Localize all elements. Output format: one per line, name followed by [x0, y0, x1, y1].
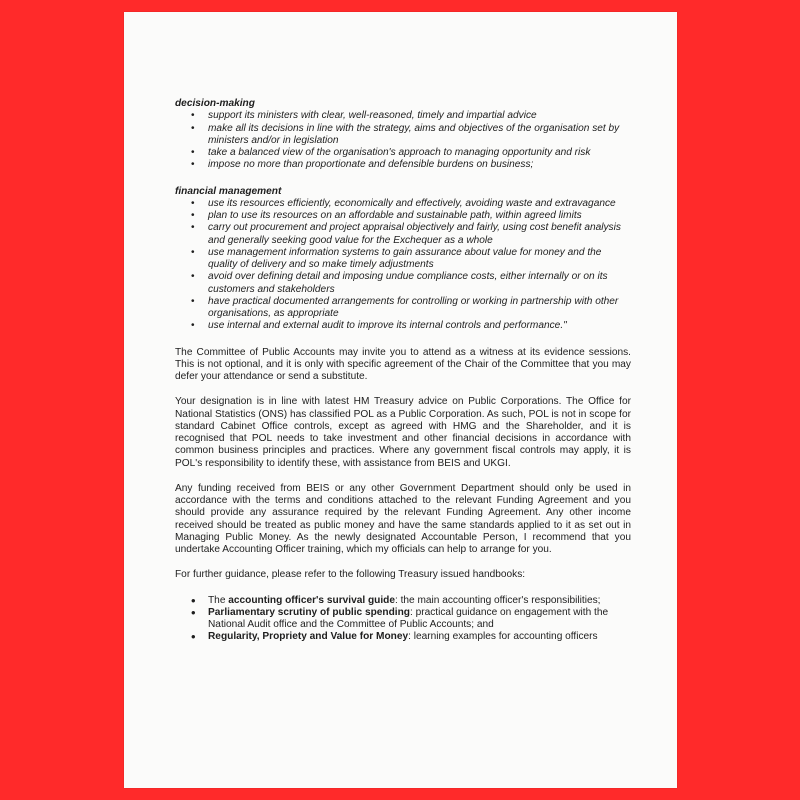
list-item: • use internal and external audit to improve its internal controls and performance."	[191, 320, 567, 332]
list-item: • avoid over defining detail and imposing undue compliance costs, either internally or on its customers and stakeholders	[191, 271, 608, 295]
list-item: • take a balanced view of the organisation's approach to managing opportunity and risk	[191, 147, 591, 158]
paragraph-committee: The Committee of Public Accounts may invite you to attend as a witness at its evidence sessions. This is not optional, and it is only with specific agreement of the Chair of the Committee that you may defer your attendance or send a substitute.	[175, 346, 631, 382]
list-item: • impose no more than proportionate and defensible burdens on business;	[191, 159, 534, 171]
financial-management-heading: financial management	[175, 185, 282, 197]
financial-management-list	[175, 198, 631, 333]
handbook-title: accounting officer's survival guide	[228, 594, 395, 606]
list-item: • have practical documented arrangements for controlling or working in partnership with other organisations, as appropriate	[191, 295, 619, 319]
decision-making-list	[175, 110, 631, 171]
decision-making-heading: decision-making	[175, 98, 255, 109]
handbook-title: Regularity, Propriety and Value for Money	[208, 631, 409, 643]
list-item: • plan to use its resources on an affordable and sustainable path, within agreed limits	[191, 210, 582, 221]
handbook-item: • Regularity, Propriety and Value for Money: learning examples for accounting officers	[191, 629, 598, 645]
list-item: • use its resources efficiently, economically and effectively, avoiding waste and extravagance	[191, 197, 616, 209]
handbook-title: Parliamentary scrutiny of public spending	[208, 606, 410, 618]
list-item: • support its ministers with clear, well-reasoned, timely and impartial advice	[191, 110, 537, 122]
list-item: • make all its decisions in line with the strategy, aims and objectives of the organisation set by ministers and/or in legislation	[191, 122, 620, 146]
paragraph-guidance: For further guidance, please refer to the following Treasury issued handbooks:	[175, 569, 526, 581]
list-item: • carry out procurement and project appraisal objectively and fairly, using cost benefit analysis and generally seeking good value for the Exchequer as a whole	[191, 222, 621, 246]
document-page	[124, 12, 677, 788]
handbook-item: • Parliamentary scrutiny of public spending: practical guidance on engagement with the National Audit office and the Committee of Public Accounts; and	[191, 604, 609, 630]
paragraph-designation: Your designation is in line with latest HM Treasury advice on Public Corporations. The Office for National Statistics (ONS) has classified POL as a Public Corporation. As such, POL is not in scope for standard Cabinet Office controls, except as agreed with HMG and the Shareholder, and it is recognised that POL needs to take investment and other financial decisions in accordance with common business principles and practices. Where any government fiscal controls may apply, it is POL's responsibility to identify these, with assistance from BEIS and UKGI.	[175, 396, 631, 469]
handbooks-list	[175, 592, 631, 645]
list-item: • use management information systems to gain assurance about value for money and the quality of delivery and so make timely adjustments	[191, 246, 602, 270]
paragraph-funding: Any funding received from BEIS or any other Government Department should only be used in accordance with the terms and conditions attached to the relevant Funding Agreement and you should provide any assurance required by the relevant Funding Agreement. Any other income received should be treated as public money and have the same standards applied to it as set out in Managing Public Money. As the newly designated Accountable Person, I recommend that you undertake Accounting Officer training, which my officials can help to arrange for you.	[175, 482, 631, 555]
handbook-item: • The accounting officer's survival guide: the main accounting officer's responsibilities;	[191, 592, 601, 608]
document-content	[175, 98, 631, 644]
